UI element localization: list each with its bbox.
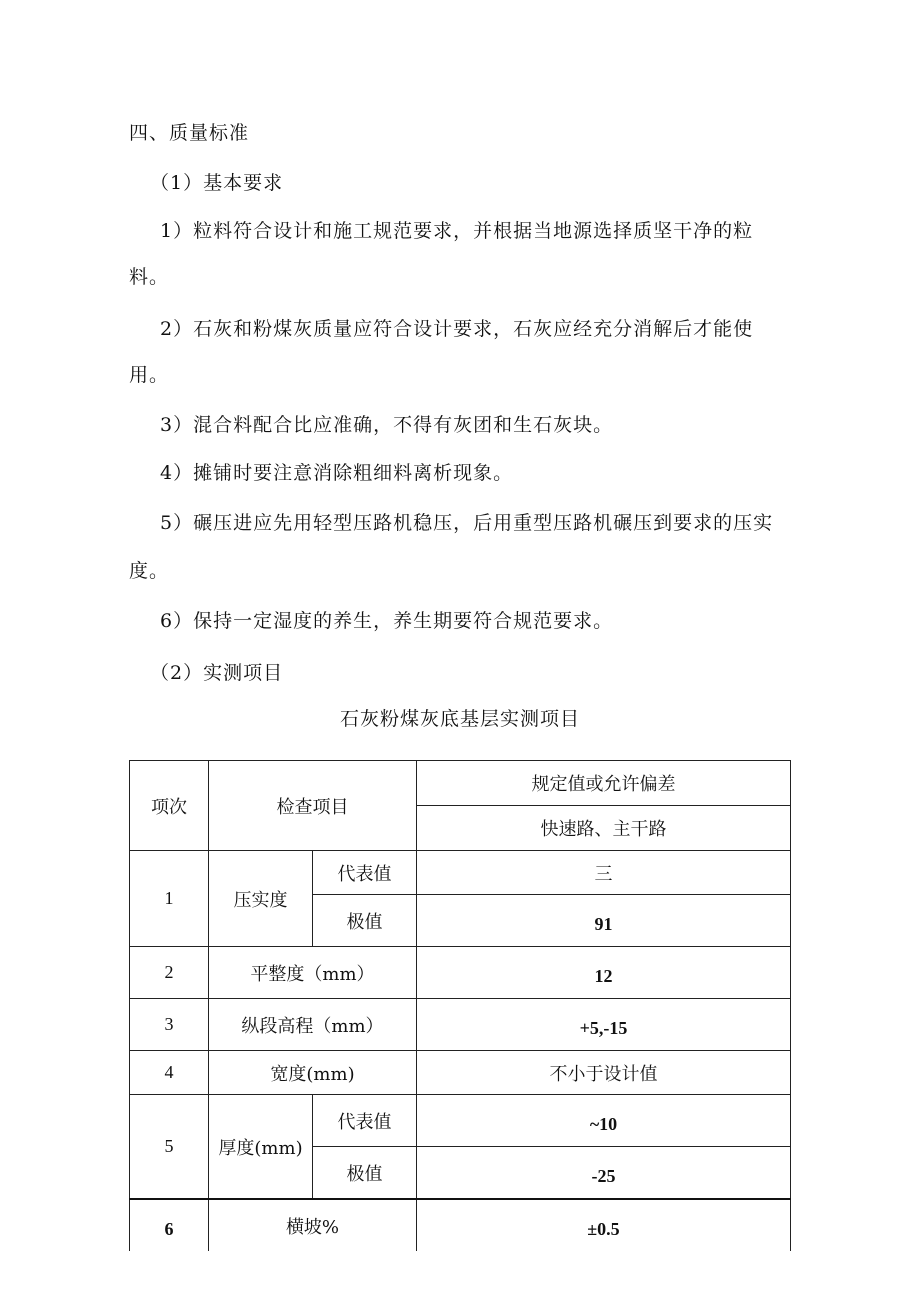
row-4-item: 宽度(mm): [209, 1051, 417, 1095]
row-2-no: 2: [130, 947, 209, 999]
requirement-5: 5）碾压进应先用轻型压路机稳压，后用重型压路机碾压到要求的压实: [160, 512, 774, 534]
section-title: 四、质量标准: [129, 122, 250, 144]
table-row: [130, 1199, 791, 1251]
header-no: 项次: [130, 761, 209, 851]
table-row: [130, 1051, 791, 1095]
row-2-val: 12: [417, 947, 791, 999]
row-3-no: 3: [130, 999, 209, 1051]
header-spec: 规定值或允许偏差: [417, 761, 791, 806]
measured-items-table: [129, 760, 791, 1251]
requirement-6: 6）保持一定湿度的养生，养生期要符合规范要求。: [160, 610, 614, 632]
requirement-2: 2）石灰和粉煤灰质量应符合设计要求，石灰应经充分消解后才能使: [160, 318, 754, 340]
row-1-val2: 91: [417, 895, 791, 947]
row-6-item: 横坡%: [209, 1199, 417, 1251]
measured-items-heading: （2）实测项目: [150, 662, 284, 684]
row-1-sub1: 代表值: [313, 851, 417, 895]
row-5-item: 厚度(mm): [209, 1095, 313, 1200]
header-spec-sub: 快速路、主干路: [417, 806, 791, 851]
row-6-no: 6: [130, 1199, 209, 1251]
requirement-4: 4）摊铺时要注意消除粗细料离析现象。: [160, 462, 514, 484]
header-item: 检查项目: [209, 761, 417, 851]
row-4-val: 不小于设计值: [417, 1051, 791, 1095]
header-row: [130, 761, 791, 806]
table-row: [130, 947, 791, 999]
table-row: [130, 1095, 791, 1147]
row-1-no: 1: [130, 851, 209, 947]
row-6-val: ±0.5: [417, 1199, 791, 1251]
table-caption: 石灰粉煤灰底基层实测项目: [339, 708, 580, 730]
row-3-item: 纵段高程（mm）: [209, 999, 417, 1051]
row-3-val: +5,-15: [417, 999, 791, 1051]
row-5-val2: -25: [417, 1147, 791, 1200]
row-5-no: 5: [130, 1095, 209, 1200]
row-1-sub2: 极值: [313, 895, 417, 947]
requirement-5-cont: 度。: [129, 560, 170, 582]
row-5-sub1: 代表值: [313, 1095, 417, 1147]
requirement-2-cont: 用。: [129, 364, 170, 386]
table-row: [130, 851, 791, 895]
basic-requirements-heading: （1）基本要求: [150, 172, 284, 194]
requirement-1: 1）粒料符合设计和施工规范要求，并根据当地源选择质坚干净的粒: [160, 220, 754, 242]
requirement-1-cont: 料。: [129, 266, 170, 288]
row-2-item: 平整度（mm）: [209, 947, 417, 999]
row-5-sub2: 极值: [313, 1147, 417, 1200]
row-5-val1: ~10: [417, 1095, 791, 1147]
row-1-val1: 三: [417, 851, 791, 895]
requirement-3: 3）混合料配合比应准确，不得有灰团和生石灰块。: [160, 414, 614, 436]
table-row: [130, 999, 791, 1051]
row-1-item: 压实度: [209, 851, 313, 947]
row-4-no: 4: [130, 1051, 209, 1095]
